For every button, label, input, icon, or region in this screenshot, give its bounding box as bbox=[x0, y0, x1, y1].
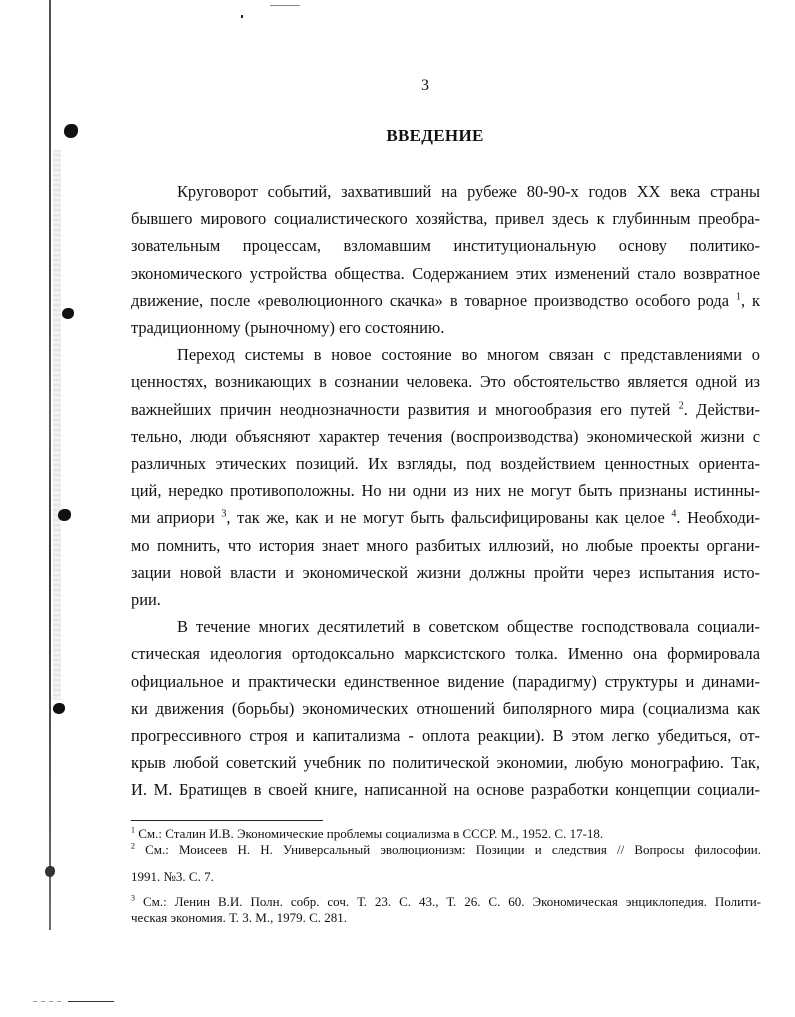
text-line: Круговорот событий, захвативший на рубеже 80-90-х годов XX века страны bbox=[177, 182, 760, 201]
scan-mark bbox=[33, 1001, 63, 1002]
text-line: ки движения (борьбы) экономических отношений биполярного мира (социализма как bbox=[131, 698, 760, 718]
text-line: ценностях, возникающих в сознании человека. Это обстоятельство является одной из bbox=[131, 372, 760, 392]
text-segment: . Необходи- bbox=[676, 508, 760, 528]
binding-shadow bbox=[53, 150, 61, 700]
text-line: Переход системы в новое состояние во многом связан с представлениями о bbox=[177, 345, 760, 365]
text-line: бывшего мирового социалистического хозяйства, привел здесь к глубинным преобра- bbox=[131, 209, 760, 229]
text-line bbox=[131, 396, 760, 423]
text-line: традиционному (рыночному) его состоянию. bbox=[131, 318, 445, 338]
footnote-text: См.: Моисеев Н. Н. Универсальный эволюционизм: Позиции и следствия // Вопросы философии. bbox=[145, 842, 762, 857]
text-segment: , к bbox=[740, 290, 760, 310]
text-line bbox=[131, 504, 760, 531]
scan-mark bbox=[68, 1001, 114, 1002]
text-line bbox=[131, 287, 760, 314]
footnote-mark: 3 bbox=[131, 893, 135, 903]
footnote-text: См.: Сталин И.В. Экономические проблемы социализма в СССР. М., 1952. С. 17-18. bbox=[138, 826, 604, 841]
footnote bbox=[131, 894, 761, 910]
paragraph bbox=[131, 613, 760, 803]
punch-hole-mark bbox=[45, 866, 55, 877]
footnote-ref[interactable]: 1 bbox=[735, 291, 741, 303]
text-line: мо помнить, что история знает много разбитых иллюзий, но любые проекты органи- bbox=[131, 535, 760, 555]
punch-hole-mark bbox=[53, 703, 65, 714]
footnote-mark: 2 bbox=[131, 841, 135, 851]
text-line: В течение многих десятилетий в советском обществе господствовала социали- bbox=[177, 617, 760, 637]
text-line: тельно, люди объясняют характер течения (воспроизводства) экономической жизни с bbox=[131, 426, 760, 446]
text-segment: . Действи- bbox=[683, 399, 760, 419]
footnote-ref[interactable]: 2 bbox=[678, 400, 684, 412]
page-number: 3 bbox=[421, 77, 429, 94]
footnote-continuation: 1991. №3. С. 7. bbox=[131, 869, 214, 884]
text-segment: ми априори bbox=[131, 508, 215, 528]
text-line: различных этических позиций. Их взгляды, под воздействием ценностных ориента- bbox=[131, 454, 760, 474]
punch-hole-mark bbox=[58, 509, 71, 521]
text-segment: , так же, как и не могут быть фальсифицированы как целое bbox=[226, 508, 665, 528]
footnote-text: См.: Ленин В.И. Полн. собр. соч. Т. 23. С. 43., Т. 26. С. 60. Экономическая энциклопедия. Полити- bbox=[142, 894, 762, 909]
section-heading: ВВЕДЕНИЕ bbox=[386, 126, 484, 145]
footnote bbox=[131, 826, 761, 842]
footnotes bbox=[131, 826, 761, 926]
text-line: зовательным процессам, взломавшим институциональную основу политико- bbox=[131, 236, 760, 256]
text-line: И. М. Братищев в своей книге, написанной на основе разработки концепции социали- bbox=[131, 780, 760, 800]
body-text bbox=[131, 178, 760, 804]
text-line: экономического устройства общества. Содержанием этих изменений стало возвратное bbox=[131, 263, 760, 283]
text-line: официальное и практически единственное видение (парадигму) структуры и динами- bbox=[131, 671, 760, 691]
text-segment: движение, после «революционного скачка» в товарное производство особого рода bbox=[131, 290, 729, 310]
punch-hole-mark bbox=[62, 308, 74, 319]
paragraph bbox=[131, 341, 760, 613]
paragraph bbox=[131, 178, 760, 341]
text-segment: важнейших причин неоднозначности развития и многообразия его путей bbox=[131, 399, 671, 419]
footnote-ref[interactable]: 3 bbox=[221, 508, 227, 520]
footnote bbox=[131, 842, 761, 858]
text-line: рии. bbox=[131, 590, 161, 610]
footnote-mark: 1 bbox=[131, 825, 135, 835]
scan-mark bbox=[270, 5, 300, 6]
text-line: ций, нередко противоположны. Но ни одни из них не могут быть признаны истинны- bbox=[131, 481, 760, 501]
text-line: зации новой власти и экономической жизни должны пройти через испытания исто- bbox=[131, 562, 760, 582]
scan-mark bbox=[241, 15, 243, 18]
footnote-continuation: ческая экономия. Т. 3. М., 1979. С. 281. bbox=[131, 910, 347, 925]
text-line: прогрессивного строя и капитализма - оплота реакции). В этом легко убедиться, от- bbox=[131, 726, 760, 746]
text-line: стическая идеология ортодоксально марксистского толка. Именно она формировала bbox=[131, 644, 760, 664]
footnote-ref[interactable]: 4 bbox=[671, 508, 677, 520]
footnote-separator bbox=[131, 820, 323, 821]
text-line: крыв любой советский учебник по политической экономии, любую монографию. Так, bbox=[131, 753, 760, 773]
